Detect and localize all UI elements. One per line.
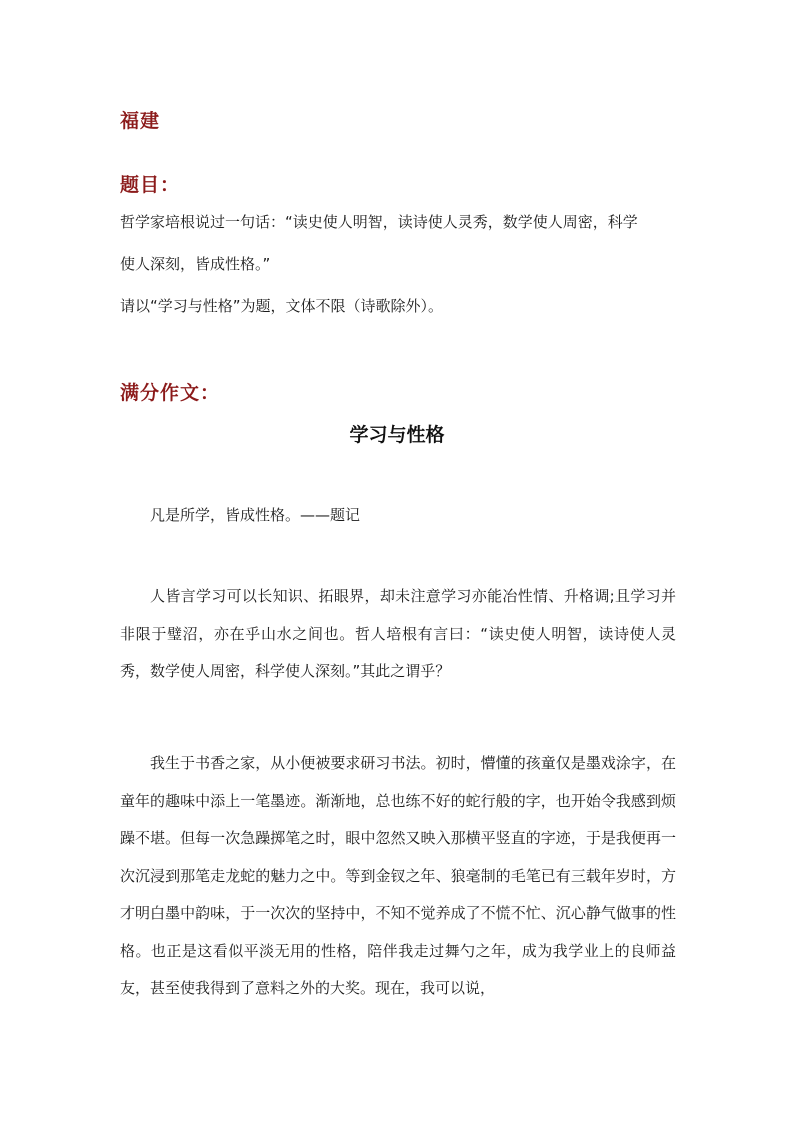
prompt-line: 请以“学习与性格”为题，文体不限（诗歌除外）。 [120,297,444,315]
essay-paragraph: 人皆言学习可以长知识、拓眼界，却未注意学习亦能冶性情、升格调;且学习并非限于璧沼，亦在乎山水之间也。哲人培根有言曰：“读史使人明智，读诗使人灵秀，数学使人周密，科学使人深刻。”其此之谓乎？ [120,587,676,680]
essay-title: 学习与性格 [349,424,445,446]
essay-paragraph-epigraph: 凡是所学，皆成性格。——题记 [150,506,361,524]
prompt-line: 使人深刻，皆成性格。” [120,255,271,273]
essay-paragraph: 我生于书香之家，从小便被要求研习书法。初时，懵懂的孩童仅是墨戏涂字，在童年的趣味中添上一笔墨迹。渐渐地，总也练不好的蛇行般的字，也开始令我感到烦躁不堪。但每一次急躁掷笔之时，眼中忽然又映入那横平竖直的字迹，于是我便再一次沉浸到那笔走龙蛇的魅力之中。等到金钗之年、狼毫制的毛笔已有三载年岁时，方才明白墨中韵味，于一次次的坚持中，不知不觉养成了不慌不忙、沉心静气做事的性格。也正是这看似平淡无用的性格，陪伴我走过舞勺之年，成为我学业上的良师益友，甚至使我得到了意料之外的大奖。现在，我可以说， [120,754,676,997]
prompt-heading: 题目： [120,174,181,196]
region-label: 福建 [120,110,161,132]
prompt-line: 哲学家培根说过一句话：“读史使人明智，读诗使人灵秀，数学使人周密，科学 [120,213,638,231]
essay-heading: 满分作文： [120,382,221,404]
